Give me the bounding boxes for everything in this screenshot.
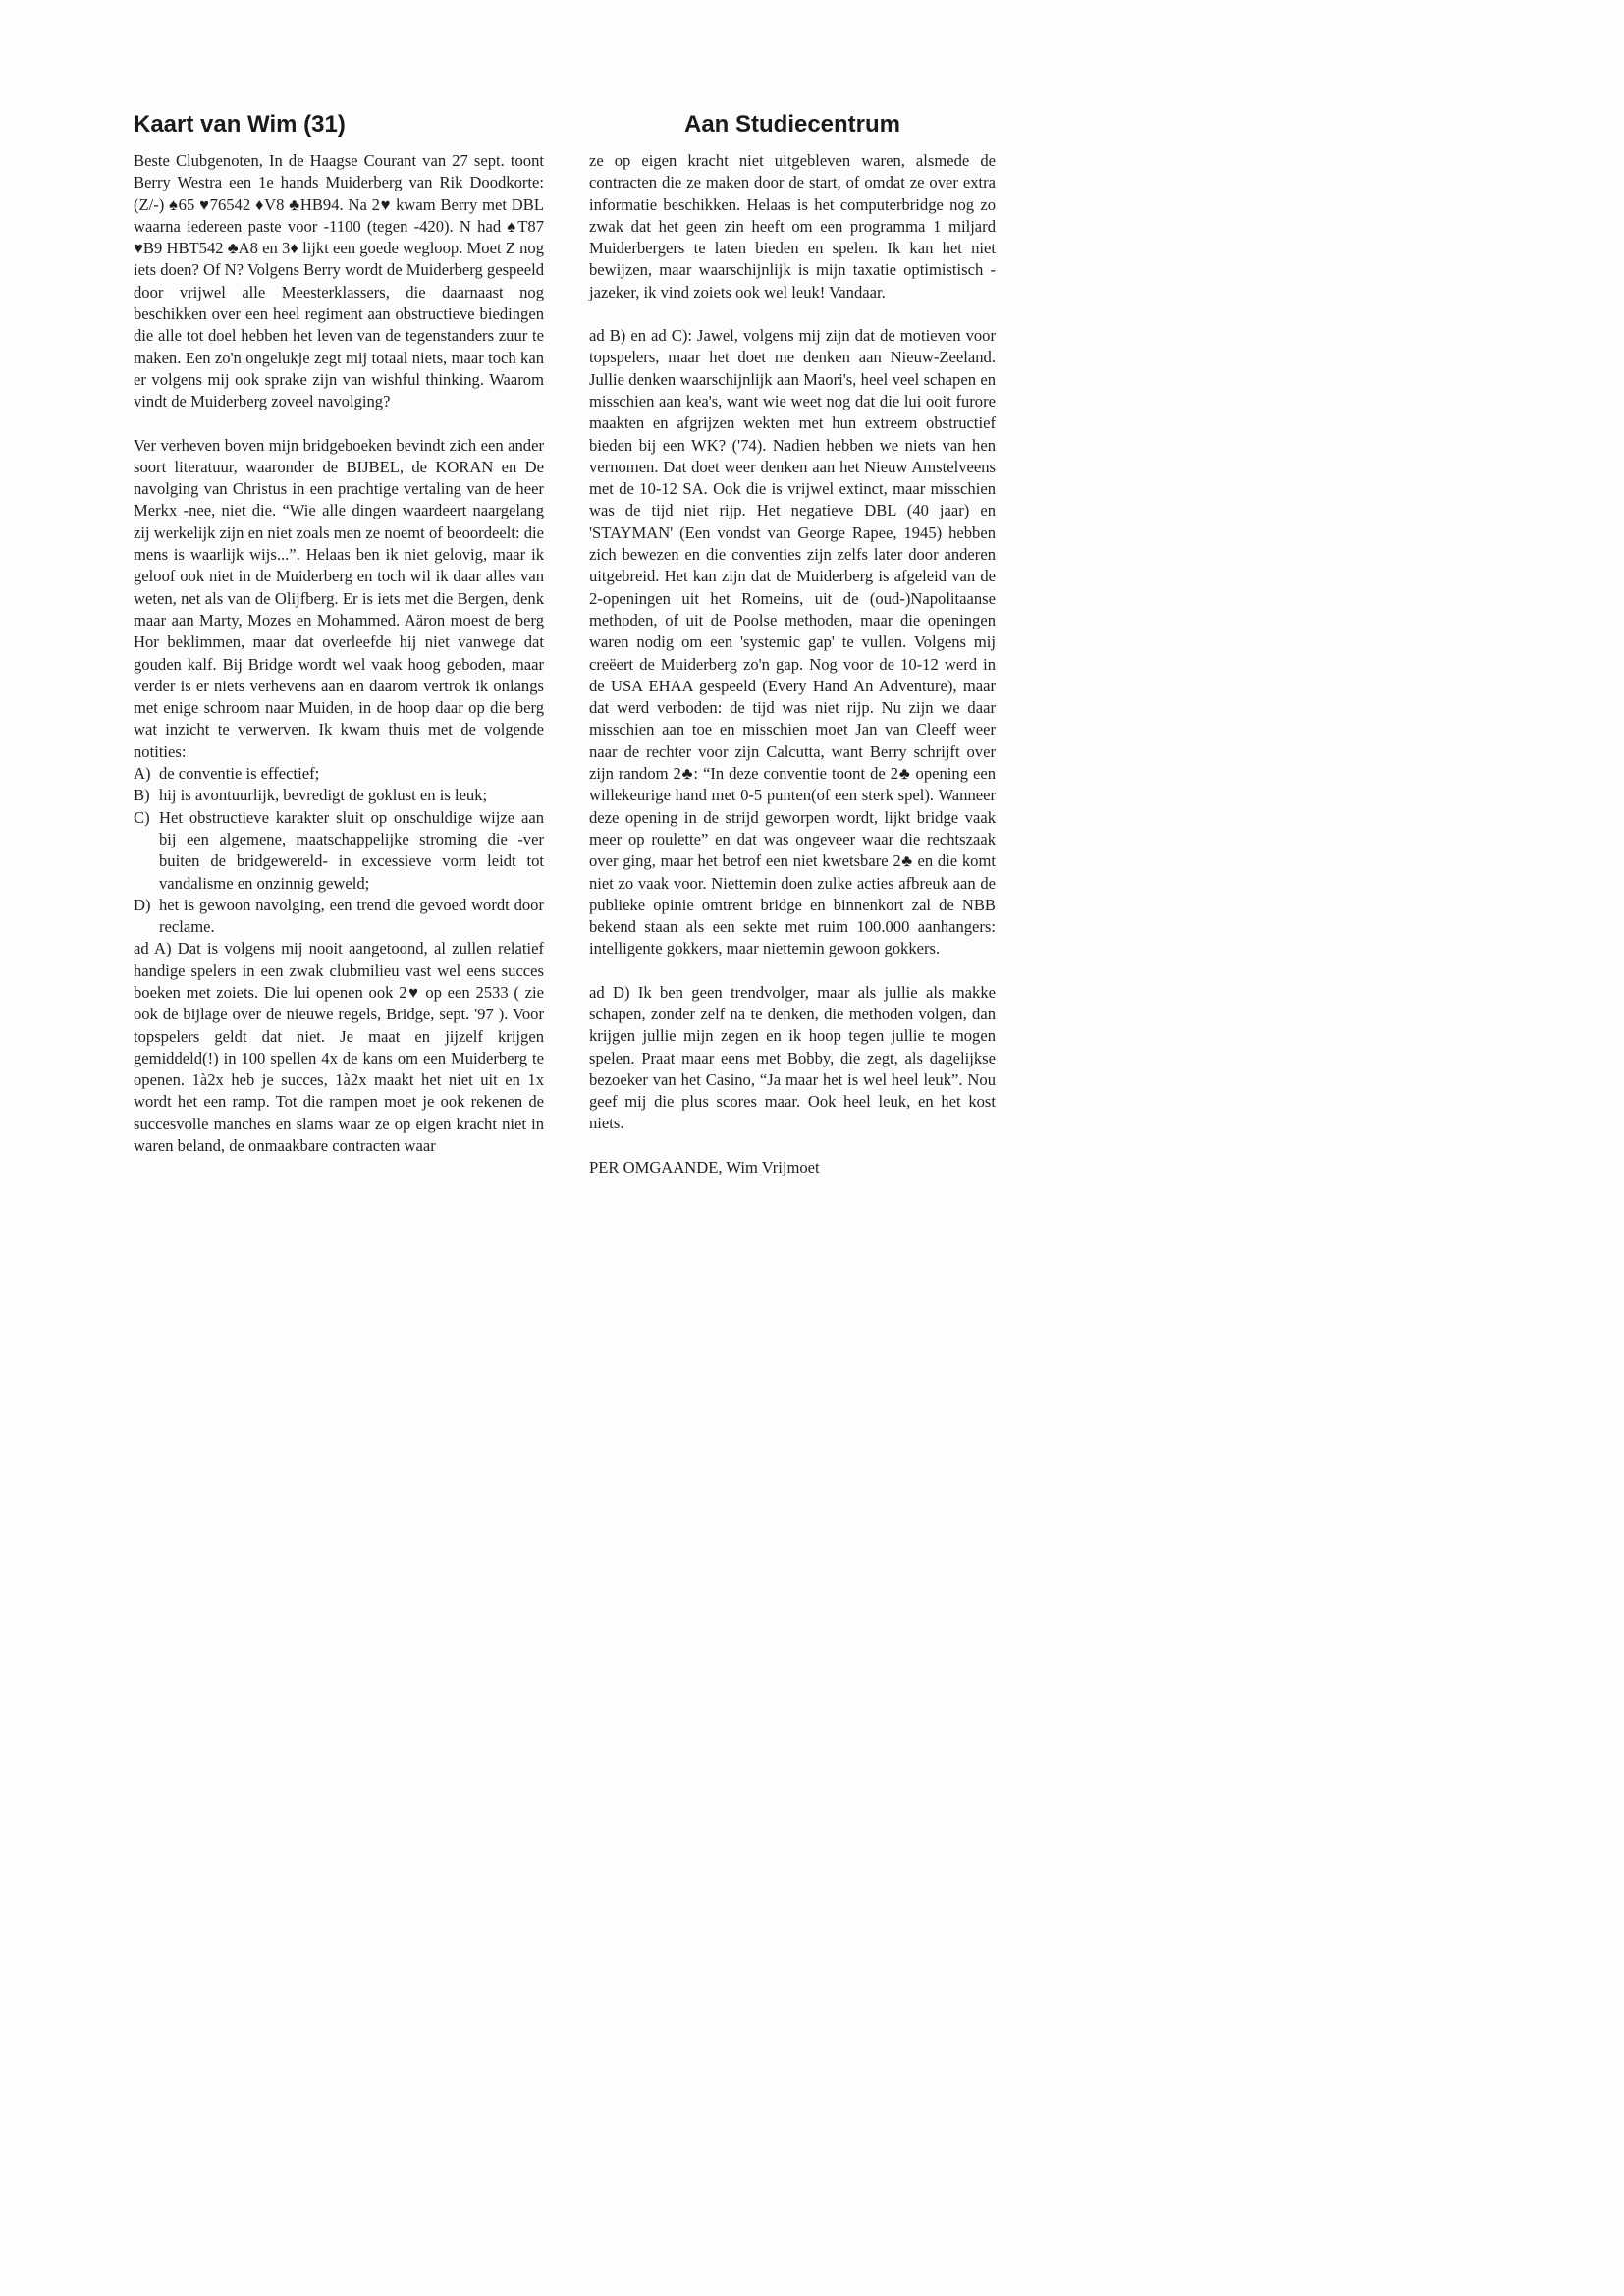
list-item-c: [134, 807, 544, 895]
paragraph-gap: [589, 960, 996, 982]
list-marker: C): [134, 807, 150, 827]
right-column: [589, 110, 996, 1178]
right-paragraph-3: ad D) Ik ben geen trendvolger, maar als jullie als makke schapen, zonder zelf na te denken, die methoden volgen, dan krijgen jullie mijn zegen en ik hoop tegen jullie te mogen spelen. Praat maar eens met Bobby, die zegt, als dagelijkse bezoeker van het Casino, “Ja maar het is wel heel leuk”. Nou geef mij die plus scores maar. Ook heel leuk, en het kost niets.: [589, 982, 996, 1133]
paragraph-gap: [589, 303, 996, 325]
left-closing-paragraph: ad A) Dat is volgens mij nooit aangetoond, al zullen relatief handige spelers in een zwak clubmilieu vast wel eens succes boeken met zoiets. Die lui openen ook 2♥ op een 2533 ( zie ook de bijlage over de nieuwe regels, Bridge, sept. '97 ). Voor topspelers geldt dat niet. Je maat en jijzelf krijgen gemiddeld(!) in 100 spellen 4x de kans om een Muiderberg te openen. 1à2x heb je succes, 1à2x maakt het niet uit en 1x wordt het een ramp. Tot die rampen moet je ook rekenen de succesvolle manches en slams waar ze op eigen kracht niet in waren beland, de onmaakbare contracten waar: [134, 939, 544, 1156]
signature: PER OMGAANDE, Wim Vrijmoet: [589, 1157, 820, 1176]
list-item-b: [134, 785, 544, 806]
list-text: hij is avontuurlijk, bevredigt de goklust en is leuk;: [159, 786, 488, 805]
list-item-d: [134, 895, 544, 939]
left-paragraph-2: Ver verheven boven mijn bridgeboeken bevindt zich een ander soort literatuur, waaronder de BIJBEL, de KORAN en De navolging van Christus in een prachtige vertaling van de heer Merkx -nee, niet die. “Wie alle dingen waardeert naargelang zij werkelijk zijn en niet zoals men ze noemt of beoordeelt: die mens is waarlijk wijs...”. Helaas ben ik niet gelovig, maar ik geloof ook niet in de Muiderberg en toch wil ik daar alles van weten, net als van de Olijfberg. Er is iets met die Bergen, denk maar aan Marty, Mozes en Mohammed. Aäron moest de berg Hor beklimmen, maar dat overleefde hij niet vanwege dat gouden kalf. Bij Bridge wordt wel vaak hoog geboden, maar verder is er niets verhevens aan en daarom vertrok ik onlangs met enige schroom naar Muiden, in de hoop daar op die berg wat inzicht te verwerven. Ik kwam thuis met de volgende notities:: [134, 435, 544, 761]
list-text: de conventie is effectief;: [159, 764, 320, 784]
right-paragraph-1: ze op eigen kracht niet uitgebleven waren, alsmede de contracten die ze maken door de start, of omdat ze over extra informatie beschikken. Helaas is het computerbridge nog zo zwak dat het geen zin heeft om een programma 1 miljard Muiderbergers te laten bieden en spelen. Ik kan het niet bewijzen, maar waarschijnlijk is mijn taxatie optimistisch -jazeker, ik vind zoiets ook wel leuk! Vandaar.: [589, 151, 996, 301]
paragraph-gap: [134, 413, 544, 435]
list-text: Het obstructieve karakter sluit op onschuldige wijze aan bij een algemene, maatschappelijke stroming die -ver buiten de bridgewereld- in excessieve vorm leidt tot vandalisme en onzinnig geweld;: [159, 807, 544, 893]
list-marker: B): [134, 786, 150, 805]
document-page: [0, 0, 1089, 1540]
left-heading: Kaart van Wim (31): [134, 111, 346, 137]
list-text: het is gewoon navolging, een trend die gevoed wordt door reclame.: [159, 895, 544, 937]
list-item-a: [134, 763, 544, 785]
left-paragraph-1: Beste Clubgenoten, In de Haagse Courant van 27 sept. toont Berry Westra een 1e hands Muiderberg van Rik Doodkorte: (Z/-) ♠65 ♥76542 ♦V8 ♣HB94. Na 2♥ kwam Berry met DBL waarna iedereen paste voor -1100 (tegen -420). N had ♠T87 ♥B9 HBT542 ♣A8 en 3♦ lijkt een goede wegloop. Moet Z nog iets doen? Of N? Volgens Berry wordt de Muiderberg gespeeld door vrijwel alle Meesterklassers, die daarnaast nog beschikken over een heel regiment aan obstructieve biedingen die alle tot doel hebben het leven van de tegenstanders zuur te maken. Een zo'n ongelukje zegt mij totaal niets, maar toch kan er volgens mij ook sprake zijn van wishful thinking. Waarom vindt de Muiderberg zoveel navolging?: [134, 151, 544, 411]
list-marker: A): [134, 764, 151, 784]
right-paragraph-2: ad B) en ad C): Jawel, volgens mij zijn dat de motieven voor topspelers, maar het doet me denken aan Nieuw-Zeeland. Jullie denken waarschijnlijk aan Maori's, heel veel schapen en misschien aan kea's, want wie weet nog dat die lui ooit furore maakten en afgrijzen wekten met hun extreem obstructief bieden bij een WK? ('74). Nadien hebben we niets van hen vernomen. Dat doet weer denken aan het Nieuw Amstelveens met de 10-12 SA. Ook die is vrijwel extinct, maar misschien was de tijd niet rijp. Het negatieve DBL (40 jaar) en 'STAYMAN' (Een vondst van George Rapee, 1945) hebben zich bewezen en die conventies zijn zelfs later door anderen uitgebreid. Het kan zijn dat de Muiderberg is afgeleid van de 2-openingen uit het Romeins, uit de (oud-)Napolitaanse methoden, of uit de Poolse methoden, maar die openingen waren nodig om een 'systemic gap' te vullen. Volgens mij creëert de Muiderberg zo'n gap. Nog voor de 10-12 werd in de USA EHAA gespeeld (Every Hand An Adventure), maar dat werd verboden: de tijd was niet rijp. Nu zijn we daar misschien aan toe en misschien moet Jan van Cleeff weer naar de rechter voor zijn Calcutta, want Berry schrijft over zijn random 2♣: “In deze conventie toont de 2♣ opening een willekeurige hand met 0-5 punten(of een sterk spel). Wanneer deze opening in de strijd geworpen wordt, lijkt bridge vaak meer op roulette” en dat was ongeveer waar die rechtszaak over ging, maar het betrof een niet kwetsbare 2♣ en die komt niet zo vaak voor. Niettemin doen zulke acties afbreuk aan de publieke opinie omtrent bridge en binnenkort zal de NBB bekend staan als een sekte met ruim 100.000 aanhangers: intelligente gokkers, maar niettemin gewoon gokkers.: [589, 326, 996, 958]
right-heading: Aan Studiecentrum: [683, 111, 901, 137]
list-marker: D): [134, 895, 151, 914]
left-column: [134, 110, 544, 1157]
